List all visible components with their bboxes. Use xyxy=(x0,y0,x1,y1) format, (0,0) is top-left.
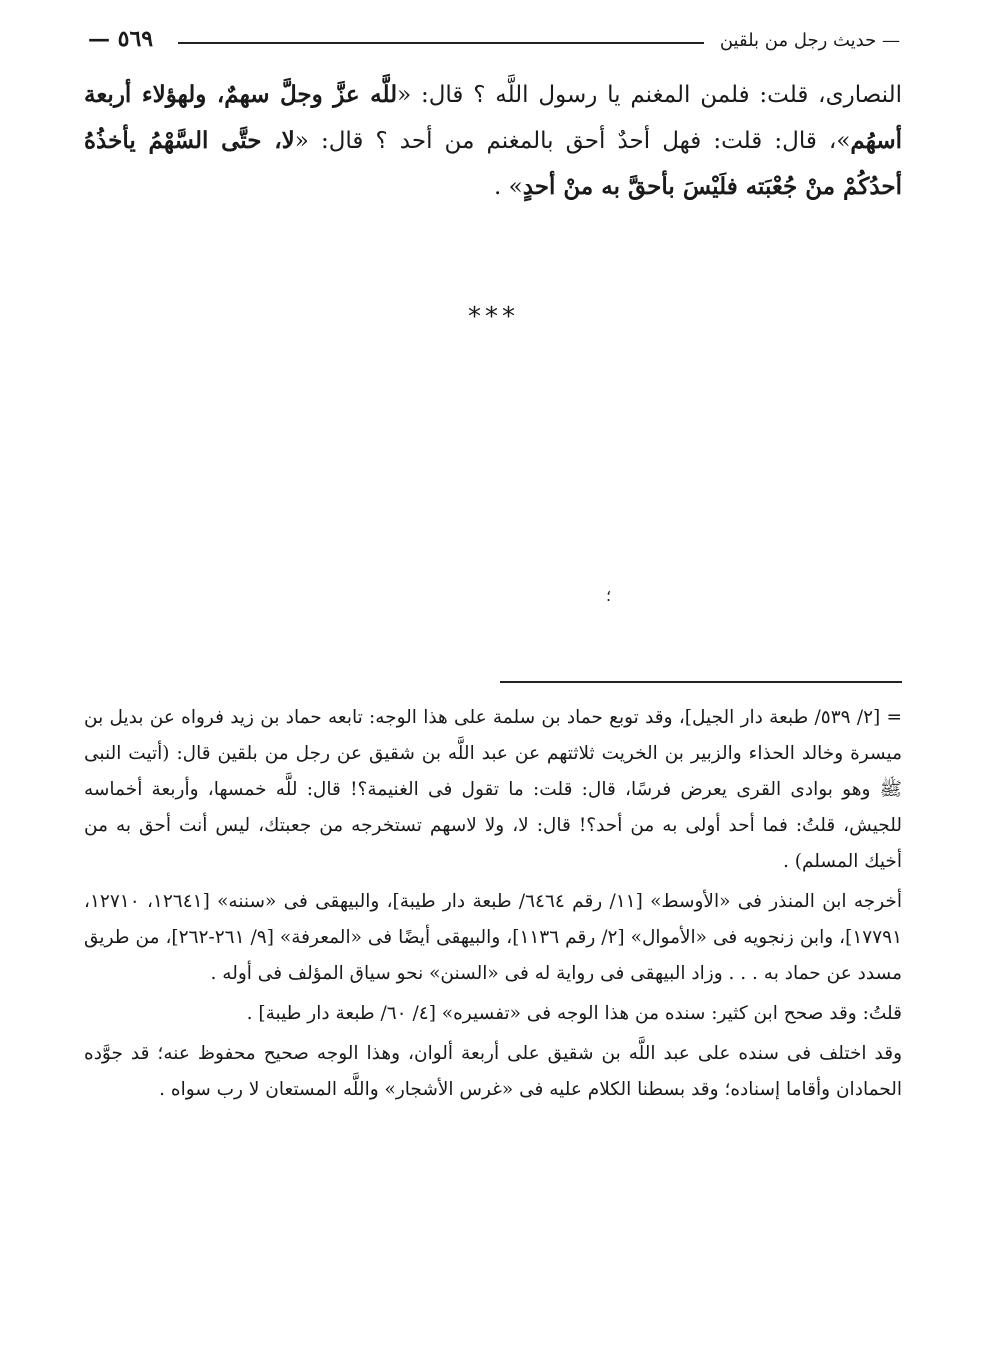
footnote-rule xyxy=(500,681,902,683)
header-rule xyxy=(178,42,704,44)
section-separator: *** xyxy=(468,302,519,332)
hadith-quote: للَّه عزَّ وجلَّ سهمٌ، ولهؤلاء أربعة أسهُم xyxy=(84,81,902,154)
page-number: ٥٦٩ — xyxy=(88,26,153,52)
main-text-segment: »، قال: قلت: فهل أحدٌ أحق بالمغنم من أحد ؟ قال: « xyxy=(294,128,851,154)
hadith-quote: لا، حتَّى السَّهْمُ يأخذُهُ أحدُكُمْ منْ جُعْبَته فلَيْسَ بأحقَّ به منْ أحدٍ xyxy=(84,127,902,200)
footnote-paragraph: قلتُ: وقد صحح ابن كثير: سنده من هذا الوجه فى «تفسيره» [٤/ ٦٠/ طبعة دار طيبة] . xyxy=(246,1003,902,1024)
footnote-paragraph: = [٢/ ٥٣٩/ طبعة دار الجيل]، وقد توبع حماد بن سلمة على هذا الوجه: تابعه حماد بن زيد فرواه عن بديل بن ميسرة وخالد الحذاء والزبير بن الخريت ثلاثتهم عن عبد اللَّه بن شقيق عن رجل من بلقين قال: (أتيت النبى ﷺ وهو بوادى القرى يعرض فرسًا، قال: قلت: ما تقول فى الغنيمة؟! قال: للَّه خمسها، وأربعة أخماسه للجيش، قلتُ: فما أحد أولى به من أحد؟! قال: لا، ولا لاسهم تستخرجه من جعبتك، ليس أنت أحق به من أخيك المسلم) . xyxy=(84,700,902,880)
stray-mark: ؛ xyxy=(606,586,612,605)
main-text-segment: » . xyxy=(494,174,523,200)
footnotes xyxy=(84,700,902,1112)
main-text xyxy=(84,72,902,210)
footnote-paragraph: أخرجه ابن المنذر فى «الأوسط» [١١/ رقم ٦٤٦٤/ طبعة دار طيبة]، والبيهقى فى «سننه» [١٢٦٤١، ١٢٧١٠، ١٧٧٩١]، وابن زنجويه فى «الأموال» [٢/ رقم ١١٣٦]، والبيهقى أيضًا فى «المعرفة» [٩/ ٢٦١-٢٦٢]، من طريق مسدد عن حماد به . . . وزاد البيهقى فى رواية له فى «السنن» نحو سياق المؤلف فى أوله . xyxy=(84,891,903,984)
page-header xyxy=(88,24,900,58)
main-text-segment: النصارى، قلت: فلمن المغنم يا رسول اللَّه ؟ قال: « xyxy=(397,82,903,108)
running-title: — حديث رجل من بلقين xyxy=(720,30,900,51)
footnote-paragraph: وقد اختلف فى سنده على عبد اللَّه بن شقيق على أربعة ألوان، وهذا الوجه صحيح محفوظ عنه؛ قد جوَّده الحمادان وأقاما إسناده؛ وقد بسطنا الكلام عليه فى «غرس الأشجار» واللَّه المستعان لا رب سواه . xyxy=(84,1043,902,1100)
